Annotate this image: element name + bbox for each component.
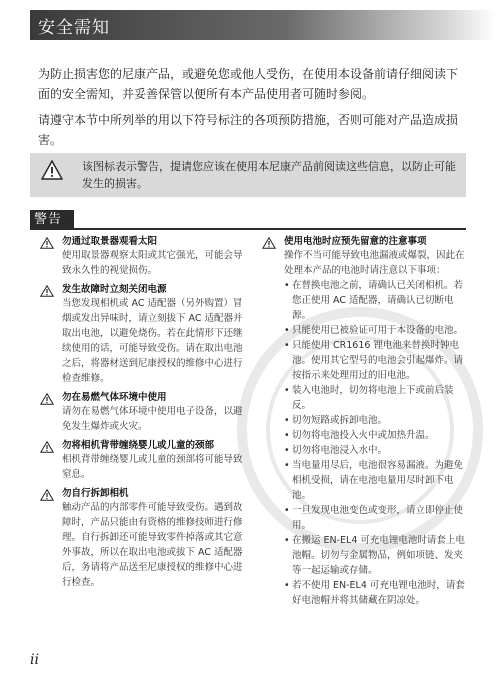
- notice-box: [30, 153, 466, 197]
- warning-body: 请勿在易燃气体环境中使用电子设备，以避免发生爆炸或火灾。: [62, 406, 243, 432]
- warning-title: 勿自行拆卸相机: [62, 488, 129, 499]
- list-item: • 切勿短路或拆卸电池。: [284, 413, 468, 428]
- warning-body: 触动产品的内部零件可能导致受伤。遇到故障时，产品只能由有资格的维修技师进行修理。自行拆卸还可能导致零件掉落或其它意外事故，所以在取出电池或拔下 AC 适配器后，务请将产品送至尼康授权的维修中心进行检查。: [62, 502, 243, 588]
- warning-body: 当您发现相机或 AC 适配器（另外购置）冒烟或发出异味时，请立刻拔下 AC 适配器并取出电池，以避免烧伤。若在此情形下还继续使用的话，可能导致受伤。请在取出电池之后，将器材送到尼康授权的维修中心进行检查维修。: [62, 298, 243, 384]
- warnings-rule: [30, 228, 466, 230]
- warning-triangle-icon: [40, 489, 54, 501]
- list-item: • 若不使用 EN-EL4 可充电锂电池时，请套好电池帽并将其储藏在阴凉处。: [284, 578, 468, 608]
- list-item: • 切勿将电池投入火中或加热升温。: [284, 428, 468, 443]
- list-item: • 一旦发现电池变色或变形，请立即停止使用。: [284, 503, 468, 533]
- warning-title: 勿通过取景器观看太阳: [62, 236, 158, 247]
- warning-item: [40, 440, 246, 482]
- battery-warning-item: [262, 236, 468, 608]
- warning-title: 发生故障时立刻关闭电源: [62, 284, 167, 295]
- page-title: 安全需知: [38, 18, 110, 38]
- warning-body: 相机背带缠绕婴儿或儿童的颈部将可能导致窒息。: [62, 454, 243, 480]
- warnings-right-column: [262, 236, 468, 608]
- title-bar: [30, 10, 496, 40]
- notice-text: 该图标表示警告，提请您应该在使用本尼康产品前阅读这些信息，以防止可能发生的损害。: [82, 160, 456, 190]
- warning-item: [40, 488, 246, 590]
- intro-paragraph-2: 请遵守本节中所列举的用以下符号标注的各项预防措施，否则可能对产品造成损害。: [38, 113, 459, 147]
- warning-title: 勿在易燃气体环境中使用: [62, 392, 167, 403]
- warnings-heading: [30, 210, 466, 230]
- warning-triangle-icon: [262, 237, 276, 249]
- page-number: ii: [30, 652, 39, 668]
- battery-bullet-list: [284, 278, 468, 608]
- list-item: • 只能使用已被验证可用于本设备的电池。: [284, 323, 468, 338]
- warning-triangle-icon: [40, 393, 54, 405]
- warning-triangle-icon: [40, 237, 54, 249]
- list-item: • 在替换电池之前，请确认已关闭相机。若您正使用 AC 适配器，请确认已切断电源。: [284, 278, 468, 323]
- warning-title: 使用电池时应预先留意的注意事项: [284, 236, 427, 247]
- warning-triangle-icon: [40, 285, 54, 297]
- warning-triangle-icon: [41, 160, 63, 180]
- warning-item: [40, 392, 246, 434]
- list-item: • 当电量用尽后，电池很容易漏液。为避免相机受损，请在电池电量用尽时卸下电池。: [284, 458, 468, 503]
- intro-paragraph-1: 为防止损害您的尼康产品，或避免您或他人受伤，在使用本设备前请仔细阅读下面的安全需知，并妥善保管以便所有本产品使用者可随时参阅。: [38, 67, 459, 101]
- warning-item: [40, 284, 246, 386]
- list-item: • 切勿将电池浸入水中。: [284, 443, 468, 458]
- warning-body: 操作不当可能导致电池漏液或爆裂，因此在处理本产品的电池时请注意以下事项：: [284, 250, 465, 276]
- warning-body: 使用取景器观察太阳或其它强光，可能会导致永久性的视觉损伤。: [62, 250, 243, 276]
- warning-triangle-icon: [40, 441, 54, 453]
- list-item: • 只能使用 CR1616 锂电池来替换时钟电池。使用其它型号的电池会引起爆炸。请按指示来处理用过的旧电池。: [284, 338, 468, 383]
- warnings-left-column: [40, 236, 246, 590]
- warning-title: 勿将相机背带缠绕婴儿或儿童的颈部: [62, 440, 215, 451]
- warnings-label: 警告: [30, 210, 74, 229]
- list-item: • 在搬运 EN-EL4 可充电锂电池时请套上电池帽。切勿与金属物品，例如项链、发夹等一起运输或存储。: [284, 533, 468, 578]
- list-item: • 装入电池时，切勿将电池上下或前后装反。: [284, 383, 468, 413]
- warning-item: [40, 236, 246, 278]
